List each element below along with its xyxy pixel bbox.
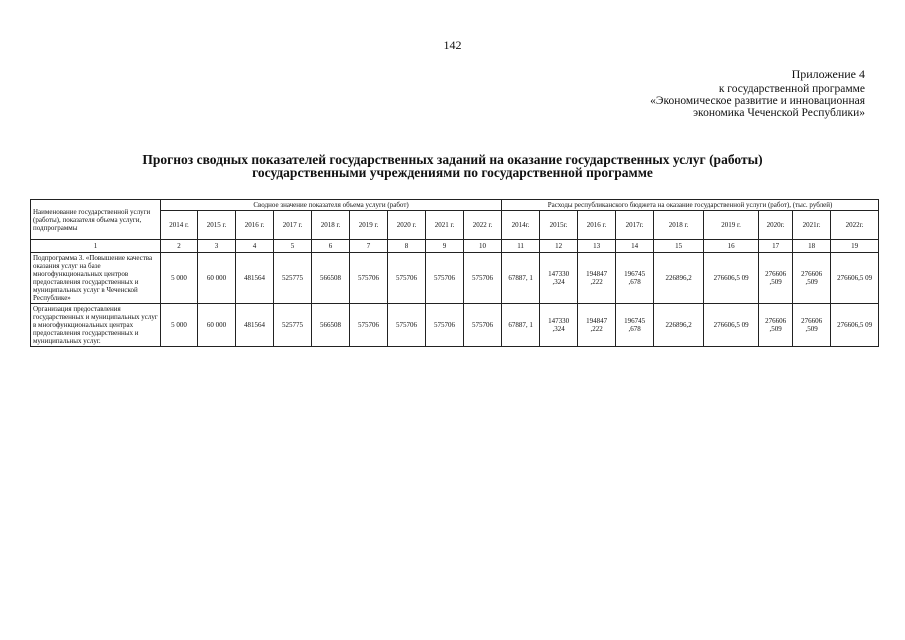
value-cell: 276606 ,509	[759, 253, 793, 304]
column-number-cell: 8	[388, 240, 426, 253]
column-number-cell: 1	[31, 240, 161, 253]
appendix-block	[650, 68, 865, 119]
value-cell: 276606,5 09	[704, 304, 759, 347]
column-number-cell: 2	[161, 240, 198, 253]
forecast-table	[30, 199, 879, 347]
value-cell: 575706	[426, 253, 464, 304]
row-name-cell: Организация предоставления государственных и муниципальных услуг в многофункциональных центрах предоставления государственных и муниципальных услуг.	[31, 304, 161, 347]
value-cell: 575706	[388, 253, 426, 304]
document-title-line: Прогноз сводных показателей государственных заданий на оказание государственных услуг (работы)	[142, 152, 763, 167]
value-cell: 196745 ,678	[616, 253, 654, 304]
table-row	[31, 304, 879, 347]
expense-year-header: 2021г.	[793, 211, 831, 240]
value-cell: 67887, 1	[502, 253, 540, 304]
row-name-cell: Подпрограмма 3. «Повышение качества оказания услуг на базе многофункциональных центров предоставления государственных и муниципальных услуг в Чеченской Республике»	[31, 253, 161, 304]
value-cell: 276606,5 09	[831, 304, 879, 347]
column-number-cell: 16	[704, 240, 759, 253]
value-cell: 276606,5 09	[704, 253, 759, 304]
column-number-cell: 11	[502, 240, 540, 253]
table-header-row	[31, 200, 879, 211]
expense-year-header: 2019 г.	[704, 211, 759, 240]
value-cell: 276606 ,509	[793, 304, 831, 347]
value-cell: 196745 ,678	[616, 304, 654, 347]
expense-year-header: 2020г.	[759, 211, 793, 240]
volume-year-header: 2014 г.	[161, 211, 198, 240]
value-cell: 147330 ,324	[540, 253, 578, 304]
column-number-cell: 13	[578, 240, 616, 253]
column-number-cell: 19	[831, 240, 879, 253]
value-cell: 5 000	[161, 304, 198, 347]
column-number-row	[31, 240, 879, 253]
value-cell: 194847 ,222	[578, 304, 616, 347]
column-number-cell: 7	[350, 240, 388, 253]
name-column-header: Наименование государственной услуги (работы), показателя объема услуги, подпрограммы	[31, 200, 161, 240]
document-title	[60, 153, 845, 179]
volume-year-header: 2016 г.	[236, 211, 274, 240]
value-cell: 147330 ,324	[540, 304, 578, 347]
column-number-cell: 18	[793, 240, 831, 253]
column-number-cell: 4	[236, 240, 274, 253]
expense-year-header: 2017г.	[616, 211, 654, 240]
page-number: 142	[443, 38, 462, 52]
appendix-line: экономика Чеченской Республики»	[693, 107, 865, 119]
value-cell: 575706	[464, 253, 502, 304]
value-cell: 60 000	[198, 253, 236, 304]
value-cell: 525775	[274, 253, 312, 304]
value-cell: 575706	[464, 304, 502, 347]
column-number-cell: 15	[654, 240, 704, 253]
volume-year-header: 2017 г.	[274, 211, 312, 240]
volume-year-header: 2020 г.	[388, 211, 426, 240]
value-cell: 525775	[274, 304, 312, 347]
appendix-title: Приложение 4	[791, 67, 865, 81]
expense-year-header: 2018 г.	[654, 211, 704, 240]
value-cell: 276606 ,509	[793, 253, 831, 304]
column-number-cell: 12	[540, 240, 578, 253]
volume-year-header: 2022 г.	[464, 211, 502, 240]
column-number-cell: 10	[464, 240, 502, 253]
expense-group-header: Расходы республиканского бюджета на оказание государственной услуги (работ), (тыс. рублей)	[502, 200, 879, 211]
expense-year-header: 2015г.	[540, 211, 578, 240]
column-number-cell: 9	[426, 240, 464, 253]
value-cell: 276606 ,509	[759, 304, 793, 347]
value-cell: 575706	[350, 253, 388, 304]
volume-year-header: 2021 г.	[426, 211, 464, 240]
column-number-cell: 5	[274, 240, 312, 253]
expense-year-header: 2016 г.	[578, 211, 616, 240]
value-cell: 226896,2	[654, 304, 704, 347]
expense-year-header: 2022г.	[831, 211, 879, 240]
document-title-line: государственными учреждениями по государственной программе	[252, 165, 653, 180]
column-number-cell: 17	[759, 240, 793, 253]
volume-year-header: 2015 г.	[198, 211, 236, 240]
value-cell: 5 000	[161, 253, 198, 304]
value-cell: 67887, 1	[502, 304, 540, 347]
value-cell: 226896,2	[654, 253, 704, 304]
value-cell: 575706	[388, 304, 426, 347]
value-cell: 481564	[236, 253, 274, 304]
expense-year-header: 2014г.	[502, 211, 540, 240]
value-cell: 60 000	[198, 304, 236, 347]
value-cell: 194847 ,222	[578, 253, 616, 304]
appendix-line: «Экономическое развитие и инновационная	[650, 95, 865, 107]
value-cell: 481564	[236, 304, 274, 347]
table-row	[31, 253, 879, 304]
volume-group-header: Сводное значение показателя объема услуги (работ)	[161, 200, 502, 211]
value-cell: 575706	[426, 304, 464, 347]
value-cell: 566508	[312, 253, 350, 304]
value-cell: 276606,5 09	[831, 253, 879, 304]
value-cell: 566508	[312, 304, 350, 347]
column-number-cell: 6	[312, 240, 350, 253]
value-cell: 575706	[350, 304, 388, 347]
volume-year-header: 2019 г.	[350, 211, 388, 240]
column-number-cell: 14	[616, 240, 654, 253]
column-number-cell: 3	[198, 240, 236, 253]
volume-year-header: 2018 г.	[312, 211, 350, 240]
appendix-line: к государственной программе	[718, 83, 865, 95]
